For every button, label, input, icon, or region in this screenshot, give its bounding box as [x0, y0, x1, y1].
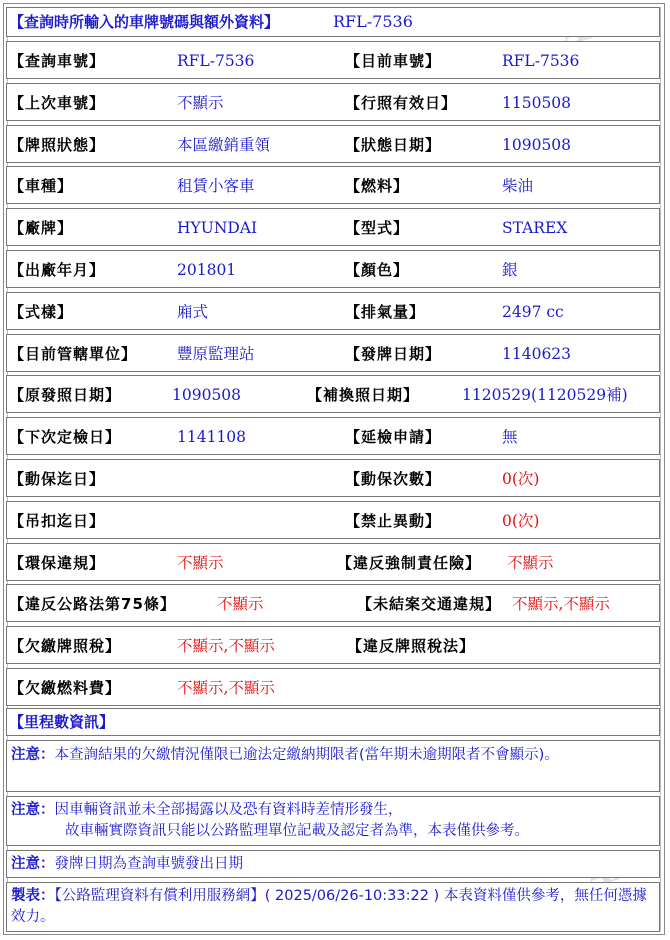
- table-row: [6, 668, 660, 706]
- note-2: [11, 800, 651, 842]
- note-3-text: 發牌日期為查詢車號發出日期: [54, 856, 243, 872]
- field-value: RFL-7536: [177, 52, 255, 70]
- field-value: 1090508: [502, 135, 572, 154]
- note-1-key: 注意：: [11, 747, 55, 763]
- field-label: 【動保迄日】: [9, 470, 106, 488]
- note-3: [11, 854, 243, 875]
- field-value: 不顯示: [217, 595, 264, 614]
- field-label: 【禁止異動】: [345, 511, 442, 530]
- field-label: 【環保違規】: [9, 553, 106, 572]
- table-row: [6, 375, 660, 413]
- table-row: [6, 626, 660, 664]
- field-label: 【廠牌】: [9, 219, 74, 238]
- field-value: 1141108: [177, 428, 247, 447]
- field-value: 不顯示,不顯示: [177, 637, 275, 656]
- table-row: [6, 41, 660, 79]
- field-label: 【違反強制責任險】: [337, 553, 482, 572]
- note-row-1: [6, 740, 660, 792]
- note-row-2: [6, 796, 660, 846]
- field-value: 1150508: [502, 93, 572, 112]
- field-value: 0(次): [502, 470, 540, 488]
- field-label: 【型式】: [345, 219, 410, 238]
- field-value: 2497 cc: [502, 302, 564, 321]
- field-label: 【排氣量】: [345, 302, 426, 321]
- field-label: 【顏色】: [345, 261, 410, 279]
- field-value: 不顯示,不顯示: [512, 595, 610, 614]
- note-3-key: 注意：: [11, 856, 55, 872]
- field-label: 【上次車號】: [9, 93, 106, 112]
- field-label: 【延檢申請】: [345, 428, 442, 447]
- field-label: 【燃料】: [345, 177, 410, 196]
- table-row: [6, 501, 660, 539]
- table-row: [6, 417, 660, 455]
- field-value: HYUNDAI: [177, 219, 258, 238]
- field-label: 【欠繳牌照稅】: [9, 637, 122, 656]
- field-label: 【違反公路法第75條】: [9, 595, 176, 614]
- field-label: 【動保次數】: [345, 470, 442, 488]
- field-label: 【目前管轄單位】: [9, 344, 138, 363]
- field-value: 不顯示,不顯示: [177, 679, 275, 697]
- table-row: [6, 459, 660, 497]
- field-label: 【行照有效日】: [345, 93, 458, 112]
- field-value: 不顯示: [177, 93, 224, 112]
- note-row-3: [6, 850, 660, 878]
- field-value: 1120529(1120529補): [462, 386, 628, 405]
- field-label: 【未結案交通違規】: [357, 595, 502, 614]
- header-plate: RFL-7536: [333, 12, 413, 31]
- field-label: 【發牌日期】: [345, 344, 442, 363]
- footer-text: 【公路監理資料有償利用服務網】( 2025/06/26-10:33:22 ) 本表資料僅供參考，無任何憑據效力。: [11, 888, 647, 925]
- field-value: 0(次): [502, 511, 540, 530]
- field-label: 【補換照日期】: [307, 386, 420, 405]
- note-2-line2: 故車輛實際資訊只能以公路監理單位記載及認定者為準，本表僅供參考。: [65, 823, 529, 839]
- field-value: STAREX: [502, 219, 568, 238]
- field-label: 【式樣】: [9, 302, 74, 321]
- field-label: 【查詢車號】: [9, 52, 106, 70]
- table-row: [6, 83, 660, 121]
- footer-note: [11, 886, 653, 928]
- field-label: 【欠繳燃料費】: [9, 679, 122, 697]
- table-row: [6, 334, 660, 372]
- field-label: 【車種】: [9, 177, 74, 196]
- field-value: 本區繳銷重領: [177, 135, 271, 154]
- header-row: [6, 7, 660, 37]
- table-row: [6, 292, 660, 330]
- field-value: RFL-7536: [502, 52, 580, 70]
- field-label: 【下次定檢日】: [9, 428, 122, 447]
- field-label: 【牌照狀態】: [9, 135, 106, 154]
- mileage-row: [6, 708, 660, 736]
- table-row: [6, 584, 660, 622]
- table-row: [6, 543, 660, 581]
- note-2-line1: 因車輛資訊並未全部揭露以及恐有資料時差情形發生，: [54, 802, 403, 818]
- table-row: [6, 166, 660, 204]
- field-label: 【目前車號】: [345, 52, 442, 70]
- field-value: 不顯示: [507, 553, 554, 572]
- field-value: 豐原監理站: [177, 344, 255, 363]
- header-title: 【查詢時所輸入的車牌號碼與額外資料】: [9, 13, 280, 31]
- field-value: 租賃小客車: [177, 177, 255, 196]
- field-value: 銀: [502, 261, 518, 279]
- field-label: 【原發照日期】: [9, 386, 122, 405]
- field-value: 不顯示: [177, 553, 224, 572]
- field-value: 1090508: [172, 386, 242, 405]
- field-value: 柴油: [502, 177, 534, 196]
- field-label: 【吊扣迄日】: [9, 511, 106, 530]
- mileage-label: 【里程數資訊】: [9, 713, 115, 731]
- note-2-key: 注意：: [11, 802, 55, 818]
- field-label: 【狀態日期】: [345, 135, 442, 154]
- note-1-text: 本查詢結果的欠繳情況僅限已逾法定繳納期限者(當年期未逾期限者不會顯示)。: [54, 747, 559, 763]
- field-label: 【違反牌照稅法】: [347, 637, 476, 656]
- field-value: 201801: [177, 261, 237, 279]
- field-value: 1140623: [502, 344, 572, 363]
- footer-row: [6, 882, 660, 932]
- table-row: [6, 250, 660, 288]
- field-value: 無: [502, 428, 518, 447]
- note-1: [11, 745, 651, 766]
- table-row: [6, 125, 660, 163]
- field-value: 廂式: [177, 302, 209, 321]
- field-label: 【出廠年月】: [9, 261, 106, 279]
- table-row: [6, 208, 660, 246]
- footer-key: 製表：: [11, 888, 55, 904]
